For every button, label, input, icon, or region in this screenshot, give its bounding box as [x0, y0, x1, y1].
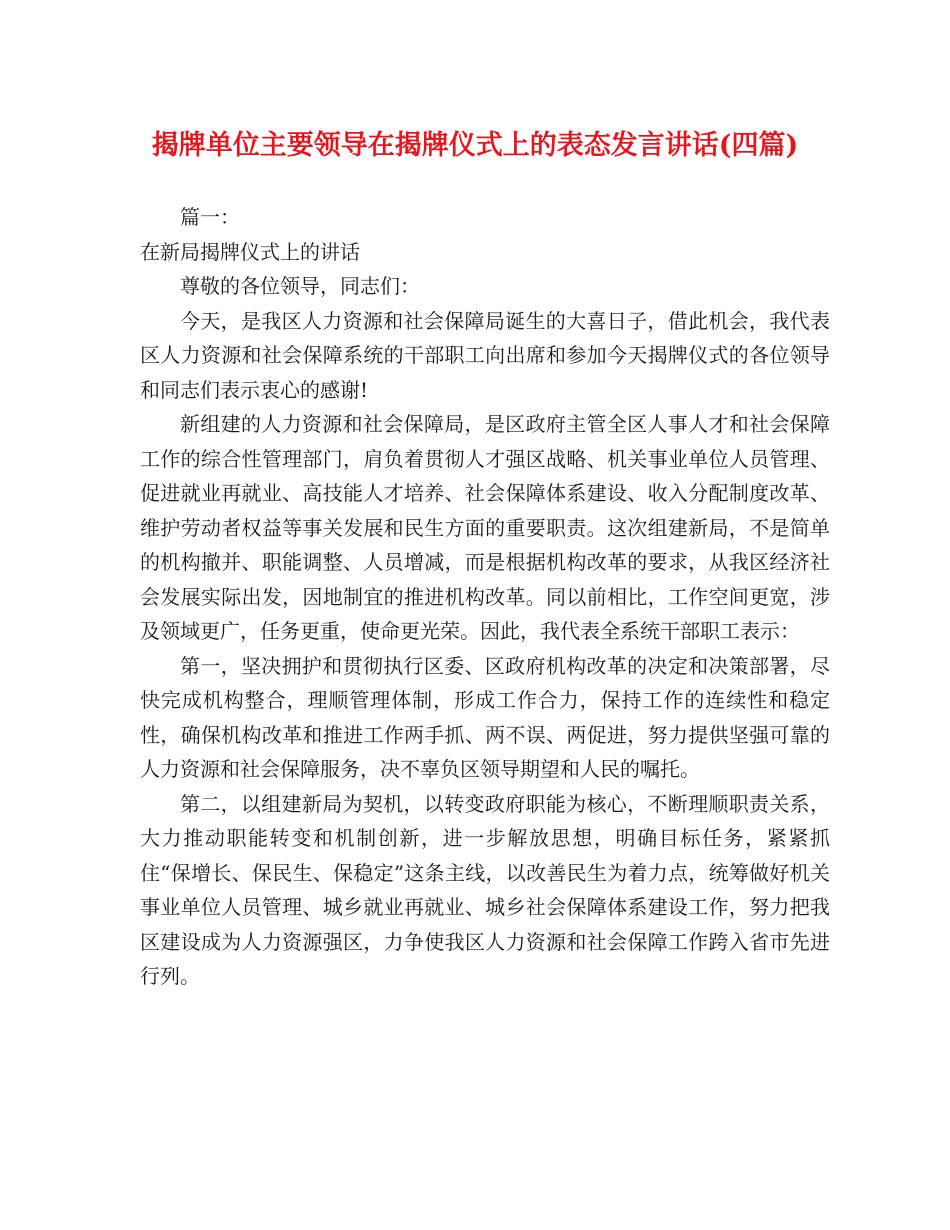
- paragraph: 篇一：: [180, 205, 240, 229]
- paragraph: 今天，是我区人力资源和社会保障局诞生的大喜日子，借此机会，我代表区人力资源和社会保障系统的干部职工向出席和参加今天揭牌仪式的各位领导和同志们表示衷心的感谢!: [140, 308, 830, 402]
- paragraph: 尊敬的各位领导，同志们：: [180, 274, 420, 298]
- paragraph: 新组建的人力资源和社会保障局，是区政府主管全区人事人才和社会保障工作的综合性管理部门，肩负着贯彻人才强区战略、机关事业单位人员管理、促进就业再就业、高技能人才培养、社会保障体系建设、收入分配制度改革、维护劳动者权益等事关发展和民生方面的重要职责。这次组建新局，不是简单的机构撤并、职能调整、人员增减，而是根据机构改革的要求，从我区经济社会发展实际出发，因地制宜的推进机构改革。同以前相比，工作空间更宽，涉及领域更广，任务更重，使命更光荣。因此，我代表全系统干部职工表示：: [140, 412, 830, 643]
- document-body: [140, 200, 830, 994]
- paragraph: 第一，坚决拥护和贯彻执行区委、区政府机构改革的决定和决策部署，尽快完成机构整合，理顺管理体制，形成工作合力，保持工作的连续性和稳定性，确保机构改革和推进工作两手抓、两不误、两促进，努力提供坚强可靠的人力资源和社会保障服务，决不辜负区领导期望和人民的嘱托。: [140, 653, 830, 781]
- paragraph: 在新局揭牌仪式上的讲话: [140, 239, 360, 264]
- paragraph: 第二，以组建新局为契机，以转变政府职能为核心，不断理顺职责关系，大力推动职能转变和机制创新，进一步解放思想，明确目标任务，紧紧抓住“保增长、保民生、保稳定”这条主线，以改善民生为着力点，统筹做好机关事业单位人员管理、城乡就业再就业、城乡社会保障体系建设工作，努力把我区建设成为人力资源强区，力争使我区人力资源和社会保障工作跨入省市先进行列。: [140, 791, 830, 988]
- document-title: 揭牌单位主要领导在揭牌仪式上的表态发言讲话(四篇): [151, 130, 799, 161]
